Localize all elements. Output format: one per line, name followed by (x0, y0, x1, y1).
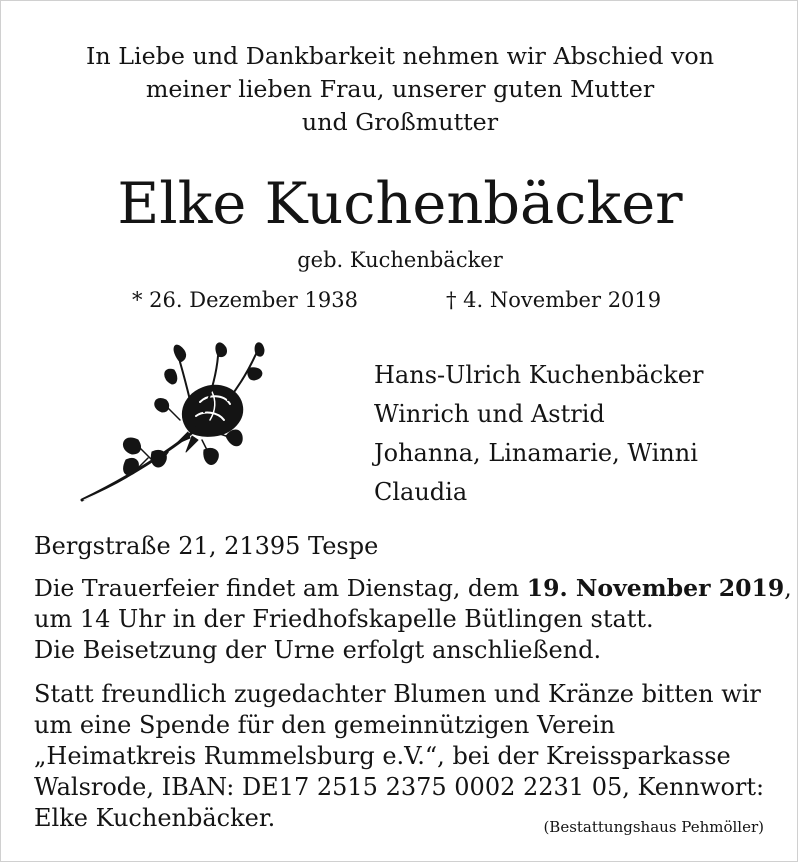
donation-text (34, 679, 764, 834)
mourner-name: Winrich und Astrid (374, 400, 605, 428)
donation-line: Elke Kuchenbäcker. (34, 804, 276, 832)
intro-line: meiner lieben Frau, unserer guten Mutter (145, 75, 655, 103)
mourner-name: Johanna, Linamarie, Winni (374, 439, 698, 467)
birth-name: geb. Kuchenbäcker (297, 248, 503, 272)
mourners-list (374, 356, 703, 512)
ceremony-line-start: Die Trauerfeier findet am Dienstag, dem (34, 574, 527, 602)
address: Bergstraße 21, 21395 Tespe (34, 532, 379, 560)
undertaker-credit: (Bestattungshaus Pehmöller) (543, 818, 764, 836)
intro-line: In Liebe und Dankbarkeit nehmen wir Abschied von (86, 42, 714, 70)
ceremony-text (34, 573, 792, 666)
ceremony-date: 19. November 2019 (526, 574, 785, 602)
ceremony-line-end: , (784, 574, 792, 602)
ceremony-line: um 14 Uhr in der Friedhofskapelle Bütlingen statt. (34, 605, 654, 633)
intro-line: und Großmutter (301, 108, 499, 136)
donation-line: „Heimatkreis Rummelsburg e.V.“, bei der Kreissparkasse (34, 742, 731, 770)
mourner-name: Hans-Ulrich Kuchenbäcker (374, 361, 704, 389)
birth-date: * 26. Dezember 1938 (132, 288, 358, 312)
intro-text (0, 40, 800, 139)
ceremony-line: Die Beisetzung der Urne erfolgt anschließend. (34, 636, 602, 664)
ceremony-line (34, 573, 792, 604)
mourner-name: Claudia (374, 478, 468, 506)
donation-line: Walsrode, IBAN: DE17 2515 2375 0002 2231 05, Kennwort: (34, 773, 765, 801)
donation-line: Statt freundlich zugedachter Blumen und Kränze bitten wir (34, 680, 761, 708)
deceased-name: Elke Kuchenbäcker (117, 170, 683, 237)
rose-icon (78, 340, 278, 510)
death-date: † 4. November 2019 (446, 288, 662, 312)
donation-line: um eine Spende für den gemeinnützigen Verein (34, 711, 616, 739)
